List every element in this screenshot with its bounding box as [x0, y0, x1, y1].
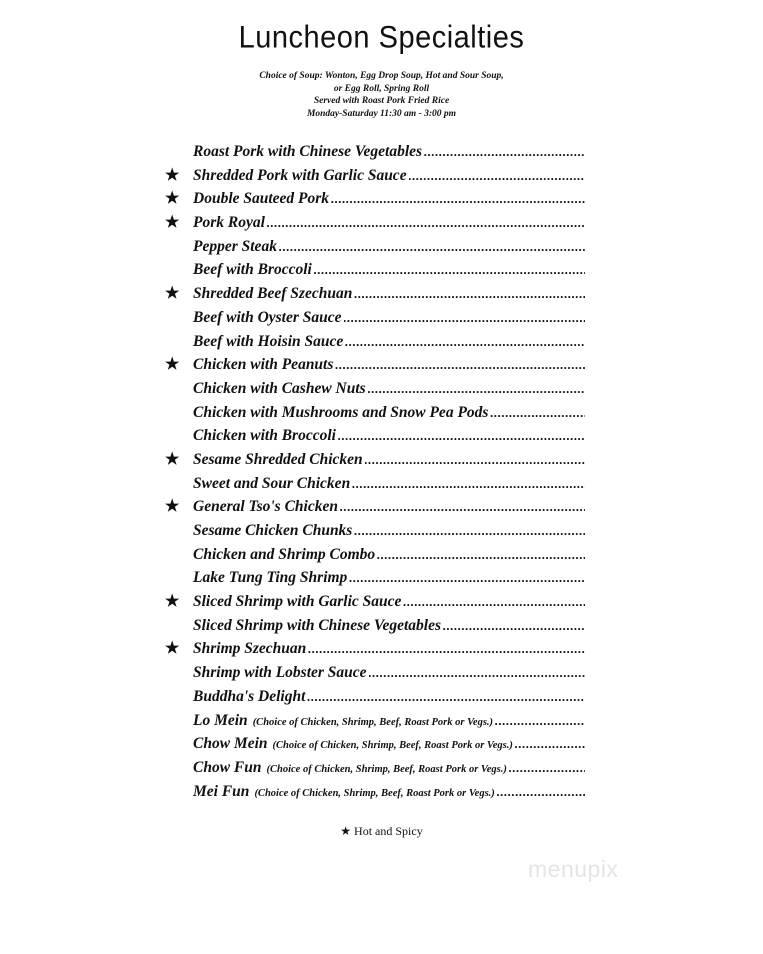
spicy-star-icon: ★ [165, 356, 180, 374]
dot-leader [497, 780, 585, 804]
menu-item-name: Beef with Oyster Sauce [193, 308, 342, 326]
menu-item [165, 164, 585, 188]
menu-item [165, 258, 585, 282]
menu-item-name: Beef with Hoisin Sauce [193, 332, 344, 350]
menu-item-name: Sliced Shrimp with Chinese Vegetables [193, 616, 442, 634]
served-with-line: Served with Roast Pork Fried Rice [313, 96, 450, 106]
menu-item [165, 353, 585, 377]
dot-leader [490, 401, 585, 425]
menu-item [165, 637, 585, 661]
dot-leader [354, 282, 585, 306]
menu-item-name: Mei Fun [193, 782, 250, 800]
menu-item [165, 472, 585, 496]
menu-item [165, 235, 585, 259]
dot-leader [403, 590, 585, 614]
menu-item-note: (Choice of Chicken, Shrimp, Beef, Roast Pork or Vegs.) [252, 716, 494, 728]
menu-item-name: Chow Mein [193, 735, 268, 753]
spicy-star-icon: ★ [165, 498, 180, 516]
menu-item-name: Beef with Broccoli [193, 261, 312, 279]
menu-item [165, 685, 585, 709]
menu-item-name: Chicken with Mushrooms and Snow Pea Pods [193, 403, 489, 421]
dot-leader [509, 756, 585, 780]
roll-choice-line: or Egg Roll, Spring Roll [333, 83, 430, 94]
menu-item [165, 140, 585, 164]
menu-item [165, 614, 585, 638]
menu-item-name: Lo Mein [193, 711, 248, 729]
dot-leader [338, 424, 585, 448]
menu-title: Luncheon Specialties [238, 20, 525, 56]
dot-leader [345, 330, 585, 354]
dot-leader [340, 495, 585, 519]
menu-item-name: Chicken with Peanuts [193, 356, 334, 374]
soup-choice-line: Choice of Soup: Wonton, Egg Drop Soup, Hot and Sour Soup, [259, 71, 504, 81]
spicy-star-icon: ★ [165, 166, 180, 184]
menu-item-name: Sweet and Sour Chicken [193, 474, 351, 492]
menu-subtitle [0, 70, 763, 120]
spicy-star-icon: ★ [165, 593, 180, 611]
menu-item [165, 330, 585, 354]
menu-item-name: Chicken with Broccoli [193, 427, 336, 445]
dot-leader [368, 377, 585, 401]
menu-item [165, 377, 585, 401]
spicy-star-icon: ★ [165, 190, 180, 208]
menu-item [165, 519, 585, 543]
menu-item [165, 756, 585, 780]
spicy-star-icon: ★ [165, 285, 180, 303]
menu-item-name: Buddha's Delight [193, 687, 306, 705]
menu-item-name: General Tso's Chicken [193, 498, 338, 516]
dot-leader [335, 353, 585, 377]
dot-leader [331, 187, 585, 211]
menu-item-name: Pork Royal [193, 214, 265, 232]
menu-item-name: Chow Fun [193, 758, 262, 776]
dot-leader [369, 661, 585, 685]
dot-leader [424, 140, 585, 164]
menu-item-name: Shrimp with Lobster Sauce [193, 664, 367, 682]
menu-item [165, 495, 585, 519]
dot-leader [349, 566, 585, 590]
dot-leader [314, 258, 585, 282]
menu-item-note: (Choice of Chicken, Shrimp, Beef, Roast Pork or Vegs.) [272, 740, 513, 752]
dot-leader [409, 164, 585, 188]
menu-item-name: Double Sauteed Pork [193, 190, 330, 208]
menu-item-name: Shredded Pork with Garlic Sauce [193, 166, 407, 184]
menu-item [165, 424, 585, 448]
watermark-logo: menupix [528, 856, 619, 882]
dot-leader [377, 543, 585, 567]
menu-item-note: (Choice of Chicken, Shrimp, Beef, Roast Pork or Vegs.) [266, 763, 507, 775]
menu-item [165, 448, 585, 472]
dot-leader [279, 235, 585, 259]
dot-leader [443, 614, 585, 638]
dot-leader [365, 448, 585, 472]
menu-item [165, 732, 585, 756]
spicy-star-icon: ★ [165, 450, 180, 468]
menu-item [165, 211, 585, 235]
menu-item [165, 566, 585, 590]
menu-item-name: Shrimp Szechuan [193, 640, 307, 658]
dot-leader [307, 685, 585, 709]
dot-leader [267, 211, 585, 235]
spicy-star-icon: ★ [165, 640, 180, 658]
dot-leader [352, 472, 585, 496]
menu-item [165, 590, 585, 614]
menu-item [165, 187, 585, 211]
menu-item-name: Pepper Steak [193, 237, 277, 255]
dot-leader [515, 732, 585, 756]
menu-item [165, 780, 585, 804]
menu-item [165, 306, 585, 330]
menu-item [165, 661, 585, 685]
menu-item-name: Roast Pork with Chinese Vegetables [193, 143, 423, 160]
menu-item [165, 282, 585, 306]
menu-item-name: Chicken and Shrimp Combo [193, 545, 376, 563]
menu-item [165, 709, 585, 733]
menu-item-name: Sesame Chicken Chunks [193, 522, 353, 539]
spicy-legend: ★ Hot and Spicy [340, 824, 423, 838]
menu-item-name: Sesame Shredded Chicken [193, 450, 363, 468]
dot-leader [354, 519, 585, 543]
dot-leader [308, 637, 585, 661]
menu-item [165, 543, 585, 567]
menu-item-list [165, 140, 585, 803]
menu-item [165, 401, 585, 425]
dot-leader [344, 306, 585, 330]
spicy-star-icon: ★ [165, 214, 180, 232]
hours-line: Monday-Saturday 11:30 am - 3:00 pm [306, 108, 457, 119]
menu-item-name: Chicken with Cashew Nuts [193, 379, 366, 397]
menu-item-note: (Choice of Chicken, Shrimp, Beef, Roast Pork or Vegs.) [254, 787, 495, 799]
menu-item-name: Sliced Shrimp with Garlic Sauce [193, 593, 402, 611]
dot-leader [495, 709, 585, 733]
menu-item-name: Lake Tung Ting Shrimp [193, 569, 348, 587]
menu-item-name: Shredded Beef Szechuan [193, 285, 353, 303]
